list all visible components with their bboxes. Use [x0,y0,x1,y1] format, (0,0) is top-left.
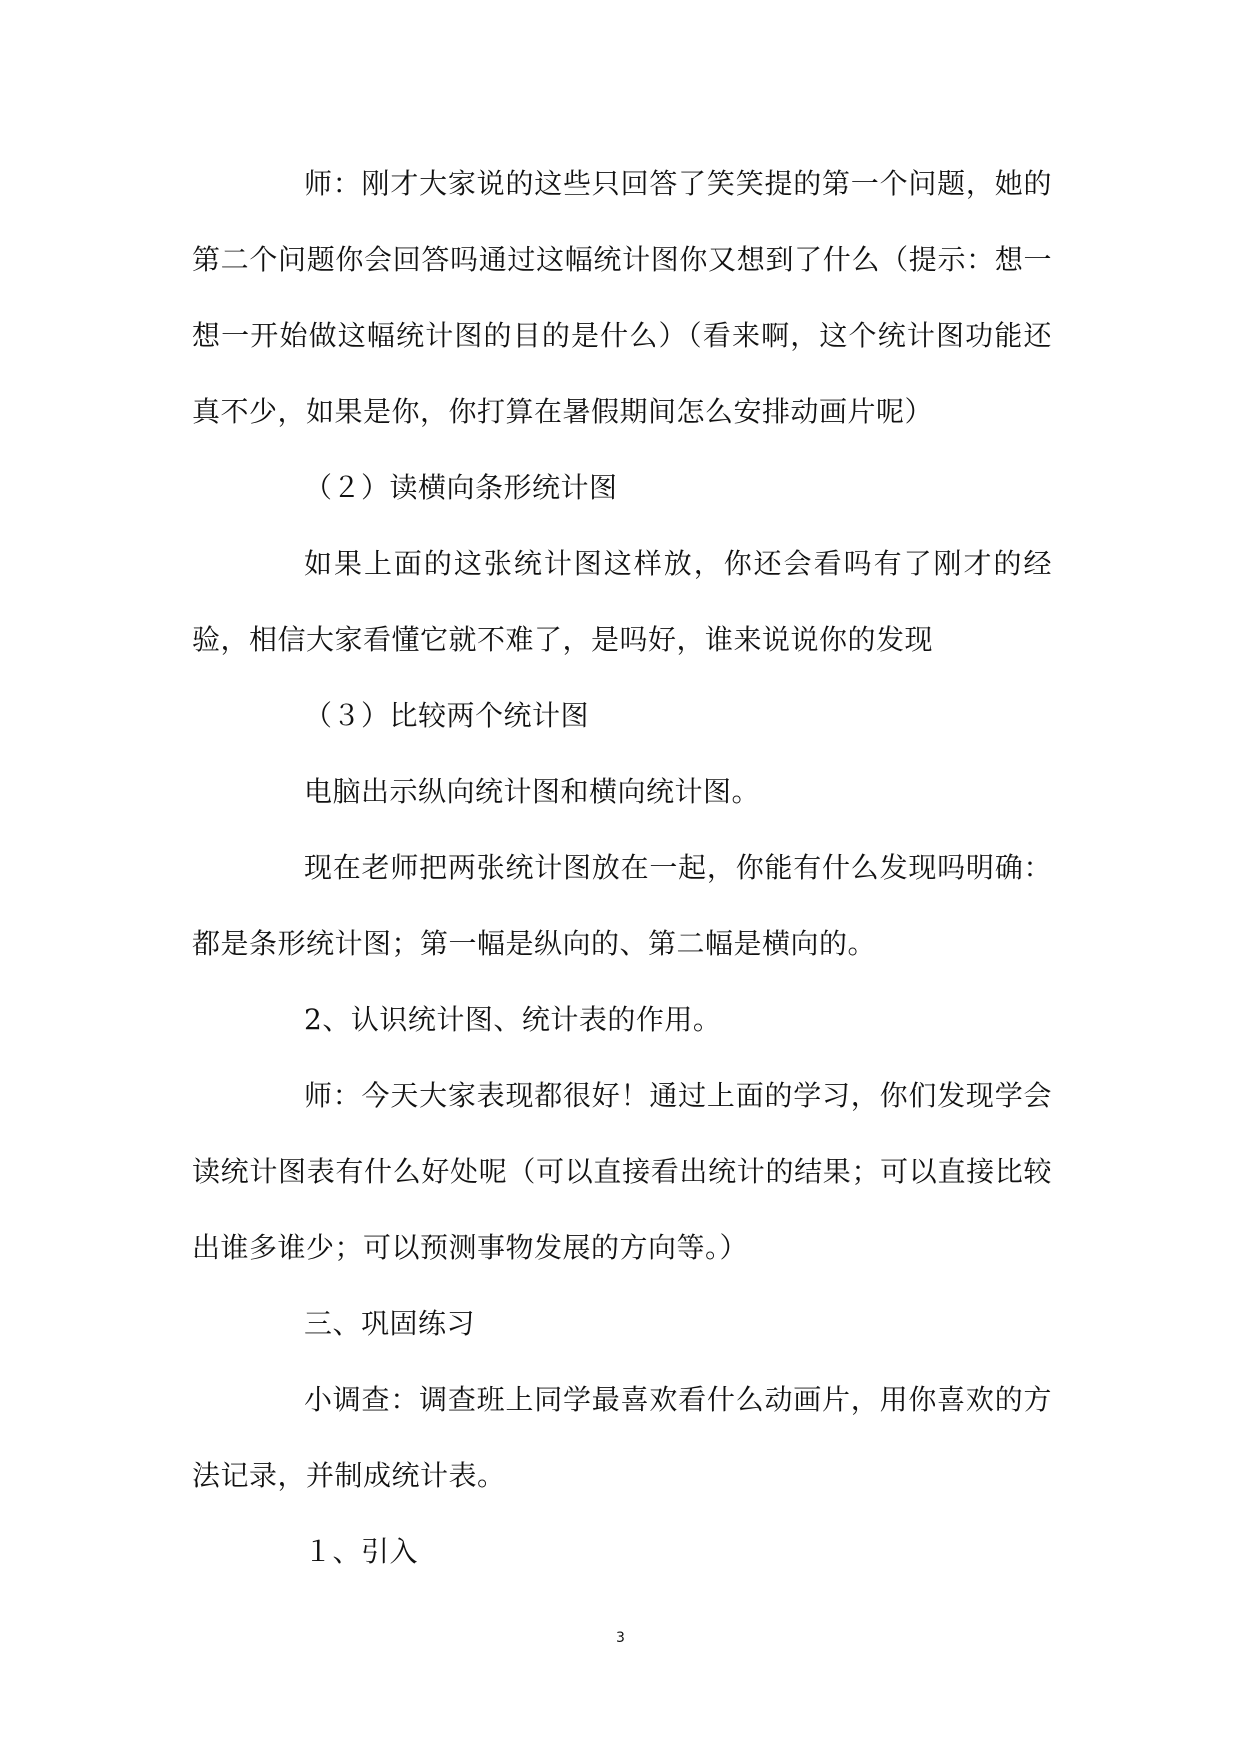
page-number: 3 [616,1630,625,1646]
paragraph-compare-findings: 现在老师把两张统计图放在一起，你能有什么发现吗明确：都是条形统计图；第一幅是纵向的、第二幅是横向的。 [192,851,1052,960]
section-heading-chart-purpose: 2、认识统计图、统计表的作用。 [304,1003,722,1036]
section-heading-introduction: １、引入 [304,1535,419,1568]
section-heading-compare-charts: （３）比较两个统计图 [304,699,590,732]
section-heading-practice: 三、巩固练习 [304,1307,476,1340]
paragraph-benefits: 师：今天大家表现都很好！通过上面的学习，你们发现学会读统计图表有什么好处呢（可以直接看出统计的结果；可以直接比较出谁多谁少；可以预测事物发展的方向等。） [192,1079,1052,1264]
section-heading-read-horizontal-chart: （２）读横向条形统计图 [304,471,618,504]
paragraph-survey: 小调查：调查班上同学最喜欢看什么动画片，用你喜欢的方法记录，并制成统计表。 [192,1383,1052,1492]
paragraph-teacher-question: 师：刚才大家说的这些只回答了笑笑提的第一个问题，她的第二个问题你会回答吗通过这幅统计图你又想到了什么（提示：想一想一开始做这幅统计图的目的是什么）（看来啊，这个统计图功能还真不少，如果是你，你打算在暑假期间怎么安排动画片呢） [192,167,1052,428]
paragraph-computer-shows-charts: 电脑出示纵向统计图和横向统计图。 [304,775,761,808]
paragraph-horizontal-chart: 如果上面的这张统计图这样放，你还会看吗有了刚才的经验，相信大家看懂它就不难了，是吗好，谁来说说你的发现 [192,547,1052,656]
document-body [192,146,1052,1590]
